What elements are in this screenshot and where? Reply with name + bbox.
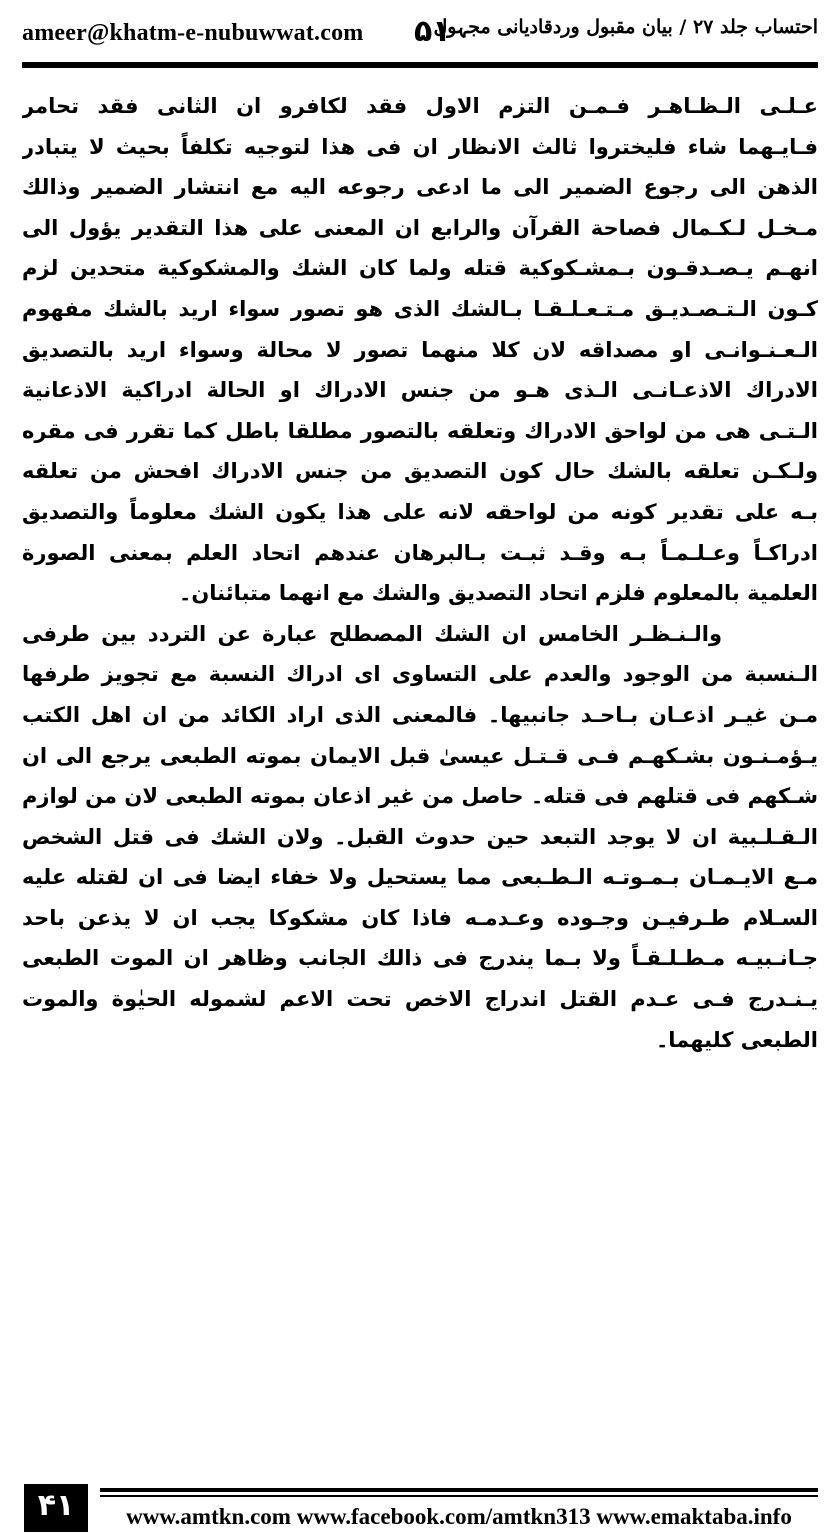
text-line: بـه على تقدير كونه من لواحقه لانه على هذا يكون الشك معلوماً والتصديق <box>22 499 818 524</box>
footer-page-number: ۴۱ <box>24 1484 88 1532</box>
text-line: انهـم يـصـدقـون بـمشـكوكية قتله ولما كان الشك والمشكوكية متحدين لزم <box>22 256 818 281</box>
text-line: الادراك الاذعـانـى الـذى هـو من جنس الادراك او الحالة ادراكية الاذعانية <box>22 378 818 403</box>
footer-rule-thin <box>100 1495 818 1497</box>
text-line: السـلام طـرفيـن وجـوده وعـدمـه فاذا كان مشكوكا يجب ان لا يذعن باحد <box>22 905 818 930</box>
text-line: مـع الايـمـان بـمـوتـه الـطـبعى مما يستحيل ولا خفاء ايضا فى ان لقتله عليه <box>22 865 818 890</box>
text-line: يـؤمـنـون بشـكهـم فـى قـتـل عيسىٰ قبل الايمان بموته الطبعى يرجع الى ان <box>22 743 818 768</box>
footer-rule <box>100 1488 818 1492</box>
text-line: الطبعى كليهما۔ <box>655 1027 818 1052</box>
text-line: كـون الـتـصـديـق مـتـعـلـقـا بـالشك الذى هو تصور سواء اريد بالشك مفهوم <box>22 296 818 321</box>
text-line: الـعـنـوانـى او مصداقه لان كلا منهما تصور لا محالة وسواء اريد بالتصديق <box>22 337 818 362</box>
text-line: العلمية بالمعلوم فلزم اتحاد التصديق والشك مع انهما متبائنان۔ <box>179 581 818 606</box>
text-line: فـايـهما شاء فليختروا ثالث الانظار ان فى هذا لتوجيه تكلفاً بحيث لا يتبادر <box>22 134 818 159</box>
text-line: مـن غيـر اذعـان بـاحـد جانبيها۔ فالمعنى الذى اراد الكائد من ان اهل الكتب <box>22 702 818 727</box>
header-email: ameer@khatm-e-nubuwwat.com <box>22 20 364 46</box>
text-line: مـخـل لـكـمال فصاحة القرآن والرابع ان المعنى على هذا التقدير يؤول الى <box>22 215 818 240</box>
text-line: يـنـدرج فـى عـدم القتل اندراج الاخص تحت الاعم لشموله الحيٰوة والموت <box>22 987 818 1012</box>
header-rule <box>22 62 818 68</box>
text-line: ادراكـاً وعـلـمـاً بـه وقـد ثبـت بـالبرهان عندهم اتحاد العلم بمعنى الصورة <box>22 540 818 565</box>
text-line: ولـكـن تعلقه بالشك حال كون التصديق من جنس الادراك افحش من تعلقه <box>22 459 818 484</box>
text-line: الـنسبة من الوجود والعدم على التساوى اى ادراك النسبة مع تجويز طرفها <box>22 662 818 687</box>
footer-links: www.amtkn.com www.facebook.com/amtkn313 www.emaktaba.info <box>126 1504 792 1529</box>
text-line: والـنـظـر الخامس ان الشك المصطلح عبارة عن التردد بين طرفى <box>22 621 722 646</box>
text-line: الـقـلـبية ان لا يوجد التبعد حين حدوث القبل۔ ولان الشك فى قتل الشخص <box>22 824 818 849</box>
text-line: جـانـبيـه مـطـلـقـاً ولا بـما يندرج فى ذالك الجانب وظاهر ان الموت الطبعى <box>22 946 818 971</box>
header-title: احتساب جلد ۲۷ / بیان مقبول وردقادیانی مجہول <box>433 16 818 38</box>
page-header <box>22 8 818 56</box>
text-line: شـكهم فى قتلهم فى قتله۔ حاصل من غير اذعان بموته الطبعى لان من لوازم <box>22 784 818 809</box>
header-page-number: ۵۱ <box>414 14 451 49</box>
text-line: عـلـى الـظـاهـر فـمـن التزم الاول فقد لكافرو ان الثانى فقد تحامر <box>22 94 818 118</box>
text-line: الـتـى هى من لواحق الادراك وتعلقه بالتصور مطلقا باطل كما تقرر فى مقره <box>22 418 818 443</box>
text-line: الذهن الى رجوع الضمير الى ما ادعى رجوعه اليه مع انتشار الضمير وذالك <box>22 175 818 200</box>
body-text <box>22 86 818 1060</box>
